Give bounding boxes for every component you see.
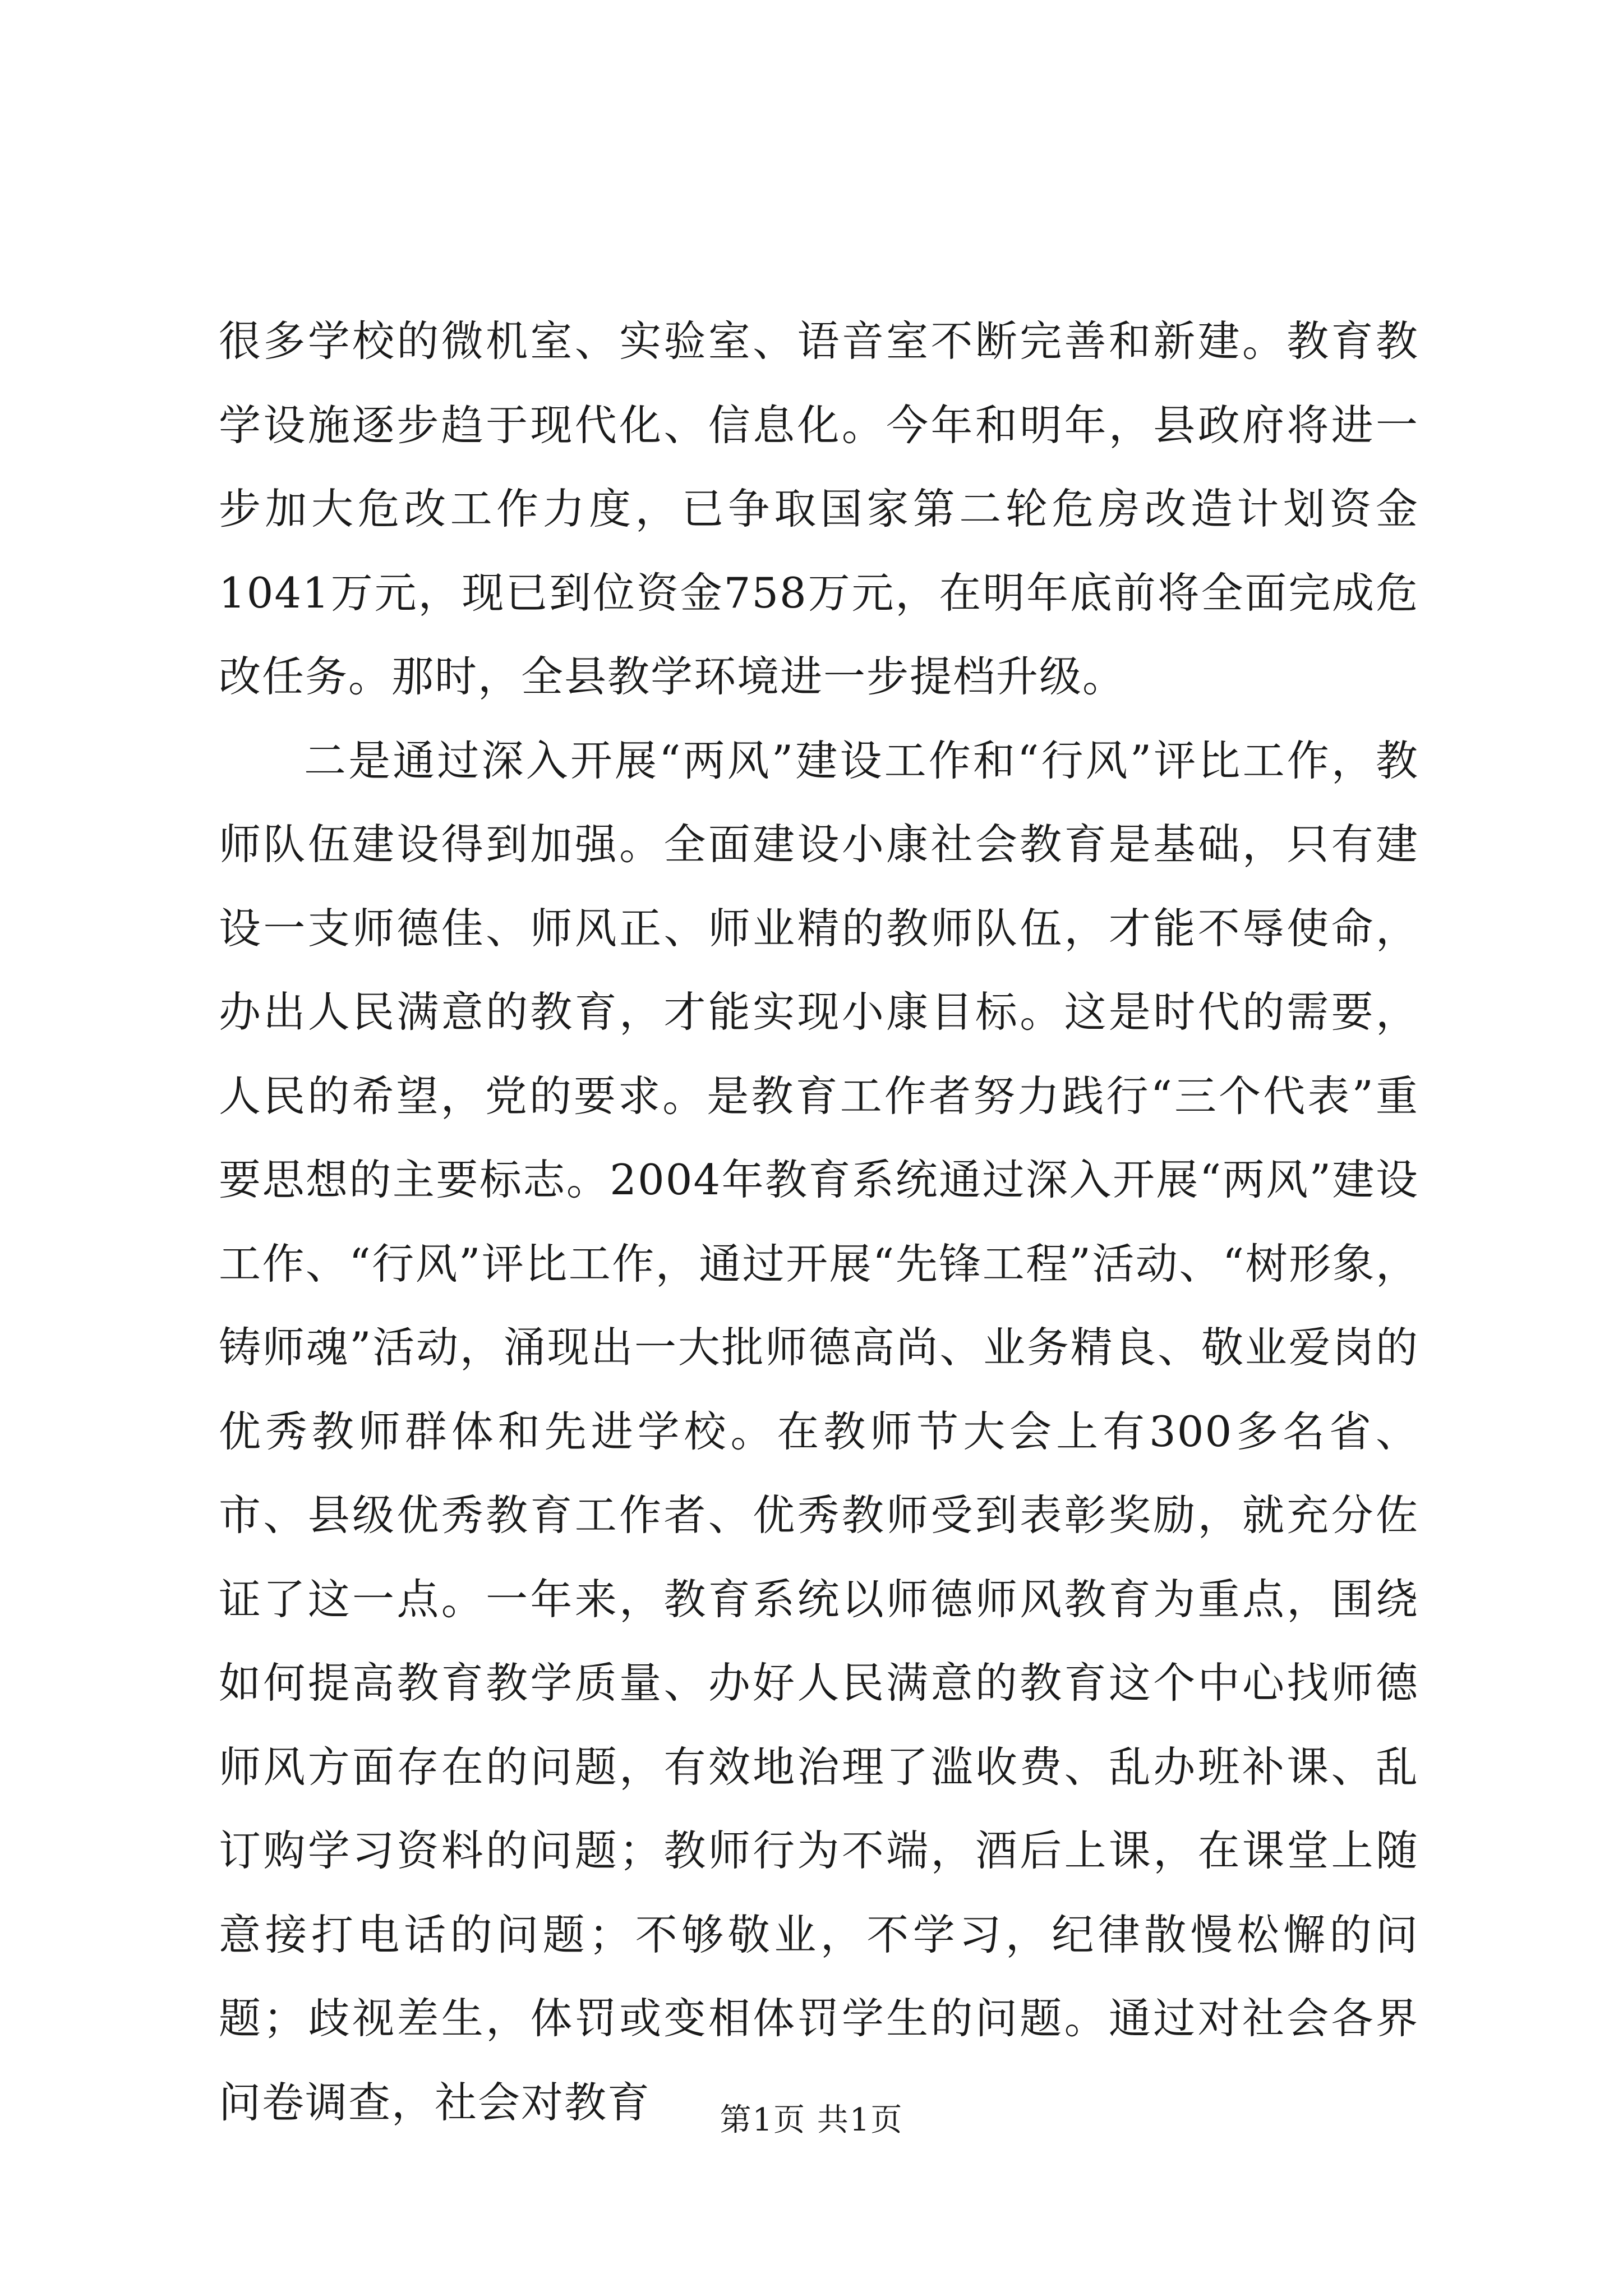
paragraph-2: 二是通过深入开展“两风”建设工作和“行风”评比工作，教师队伍建设得到加强。全面建设小康社会教育是基础，只有建设一支师德佳、师风正、师业精的教师队伍，才能不辱使命，办出人民满意的教育，才能实现小康目标。这是时代的需要，人民的希望，党的要求。是教育工作者努力践行“三个代表”重要思想的主要标志。2004年教育系统通过深入开展“两风”建设工作、“行风”评比工作，通过开展“先锋工程”活动、“树形象，铸师魂”活动，涌现出一大批师德高尚、业务精良、敬业爱岗的优秀教师群体和先进学校。在教师节大会上有300多名省、市、县级优秀教育工作者、优秀教师受到表彰奖励，就充分佐证了这一点。一年来，教育系统以师德师风教育为重点，围绕如何提高教育教学质量、办好人民满意的教育这个中心找师德师风方面存在的问题，有效地治理了滥收费、乱办班补课、乱订购学习资料的问题；教师行为不端，酒后上课，在课堂上随意接打电话的问题；不够敬业，不学习，纪律散慢松懈的问题；歧视差生，体罚或变相体罚学生的问题。通过对社会各界问卷调查，社会对教育	[219, 735, 1419, 2127]
document-body	[219, 300, 1419, 2145]
paragraph-1: 很多学校的微机室、实验室、语音室不断完善和新建。教育教学设施逐步趋于现代化、信息化。今年和明年，县政府将进一步加大危改工作力度，已争取国家第二轮危房改造计划资金1041万元，现已到位资金758万元，在明年底前将全面完成危改任务。那时，全县教学环境进一步提档升级。	[219, 316, 1419, 701]
page-footer: 第1页 共1页	[720, 2102, 903, 2138]
